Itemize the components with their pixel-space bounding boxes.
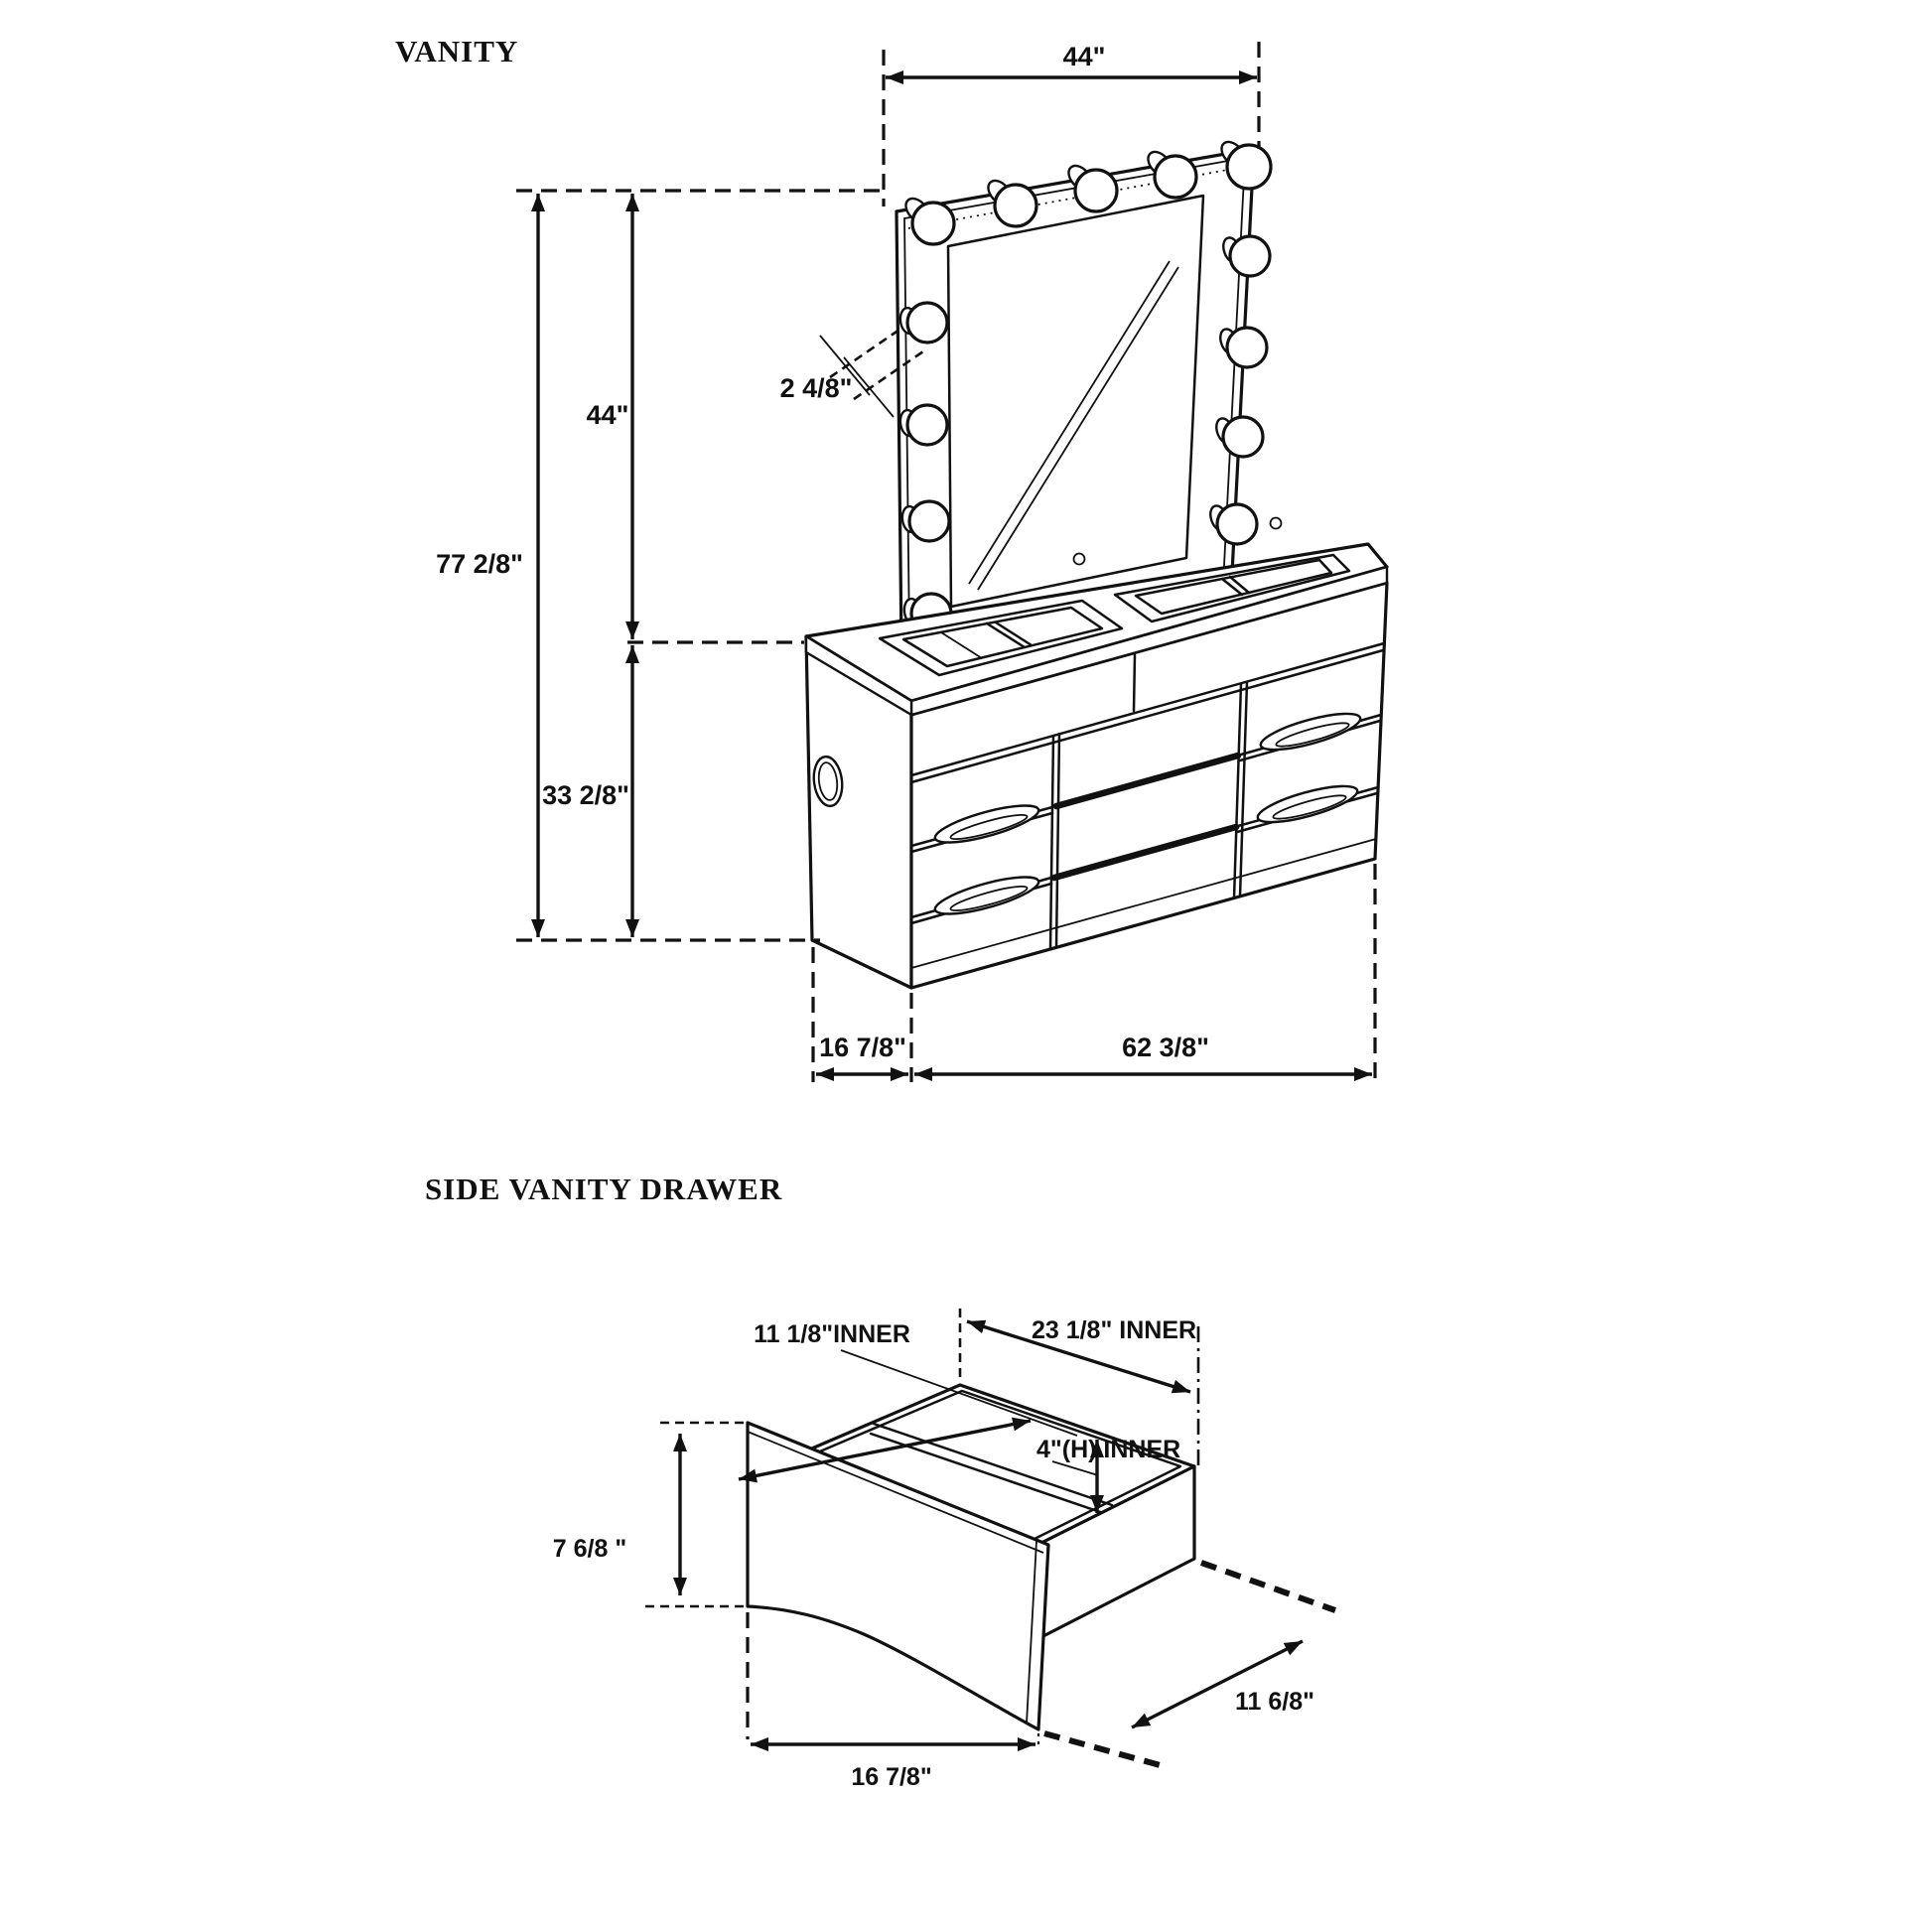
total-height-label: 77 2/8" xyxy=(436,549,523,579)
side-drawer-title: SIDE VANITY DRAWER xyxy=(425,1172,783,1206)
mount-hole xyxy=(1271,518,1282,529)
depth-extension-dash xyxy=(1201,1563,1335,1610)
front-height-label: 7 6/8 " xyxy=(552,1535,627,1563)
dresser xyxy=(806,518,1387,989)
base-depth-label: 16 7/8" xyxy=(819,1033,906,1062)
vanity-title: VANITY xyxy=(395,34,519,69)
front-width-label: 16 7/8" xyxy=(851,1763,932,1791)
side-drawer-drawing xyxy=(425,1172,1335,1791)
mirror-width-label: 44" xyxy=(1062,42,1106,71)
top-drawer-divider xyxy=(1134,655,1135,711)
frame-thickness-label: 2 4/8" xyxy=(779,373,853,403)
base-height-label: 33 2/8" xyxy=(542,780,629,810)
vanity-drawing xyxy=(395,34,1387,1082)
base-width-label: 62 3/8" xyxy=(1122,1033,1209,1062)
inner-depth-label: 23 1/8" INNER xyxy=(1031,1316,1197,1344)
mirror-height-label: 44" xyxy=(586,400,629,430)
depth-extension-dash xyxy=(1044,1733,1164,1766)
side-depth-label: 11 6/8" xyxy=(1235,1688,1314,1716)
inner-width-label: 11 1/8"INNER xyxy=(754,1320,910,1348)
inner-height-label: 4"(H) INNER xyxy=(1036,1436,1181,1463)
